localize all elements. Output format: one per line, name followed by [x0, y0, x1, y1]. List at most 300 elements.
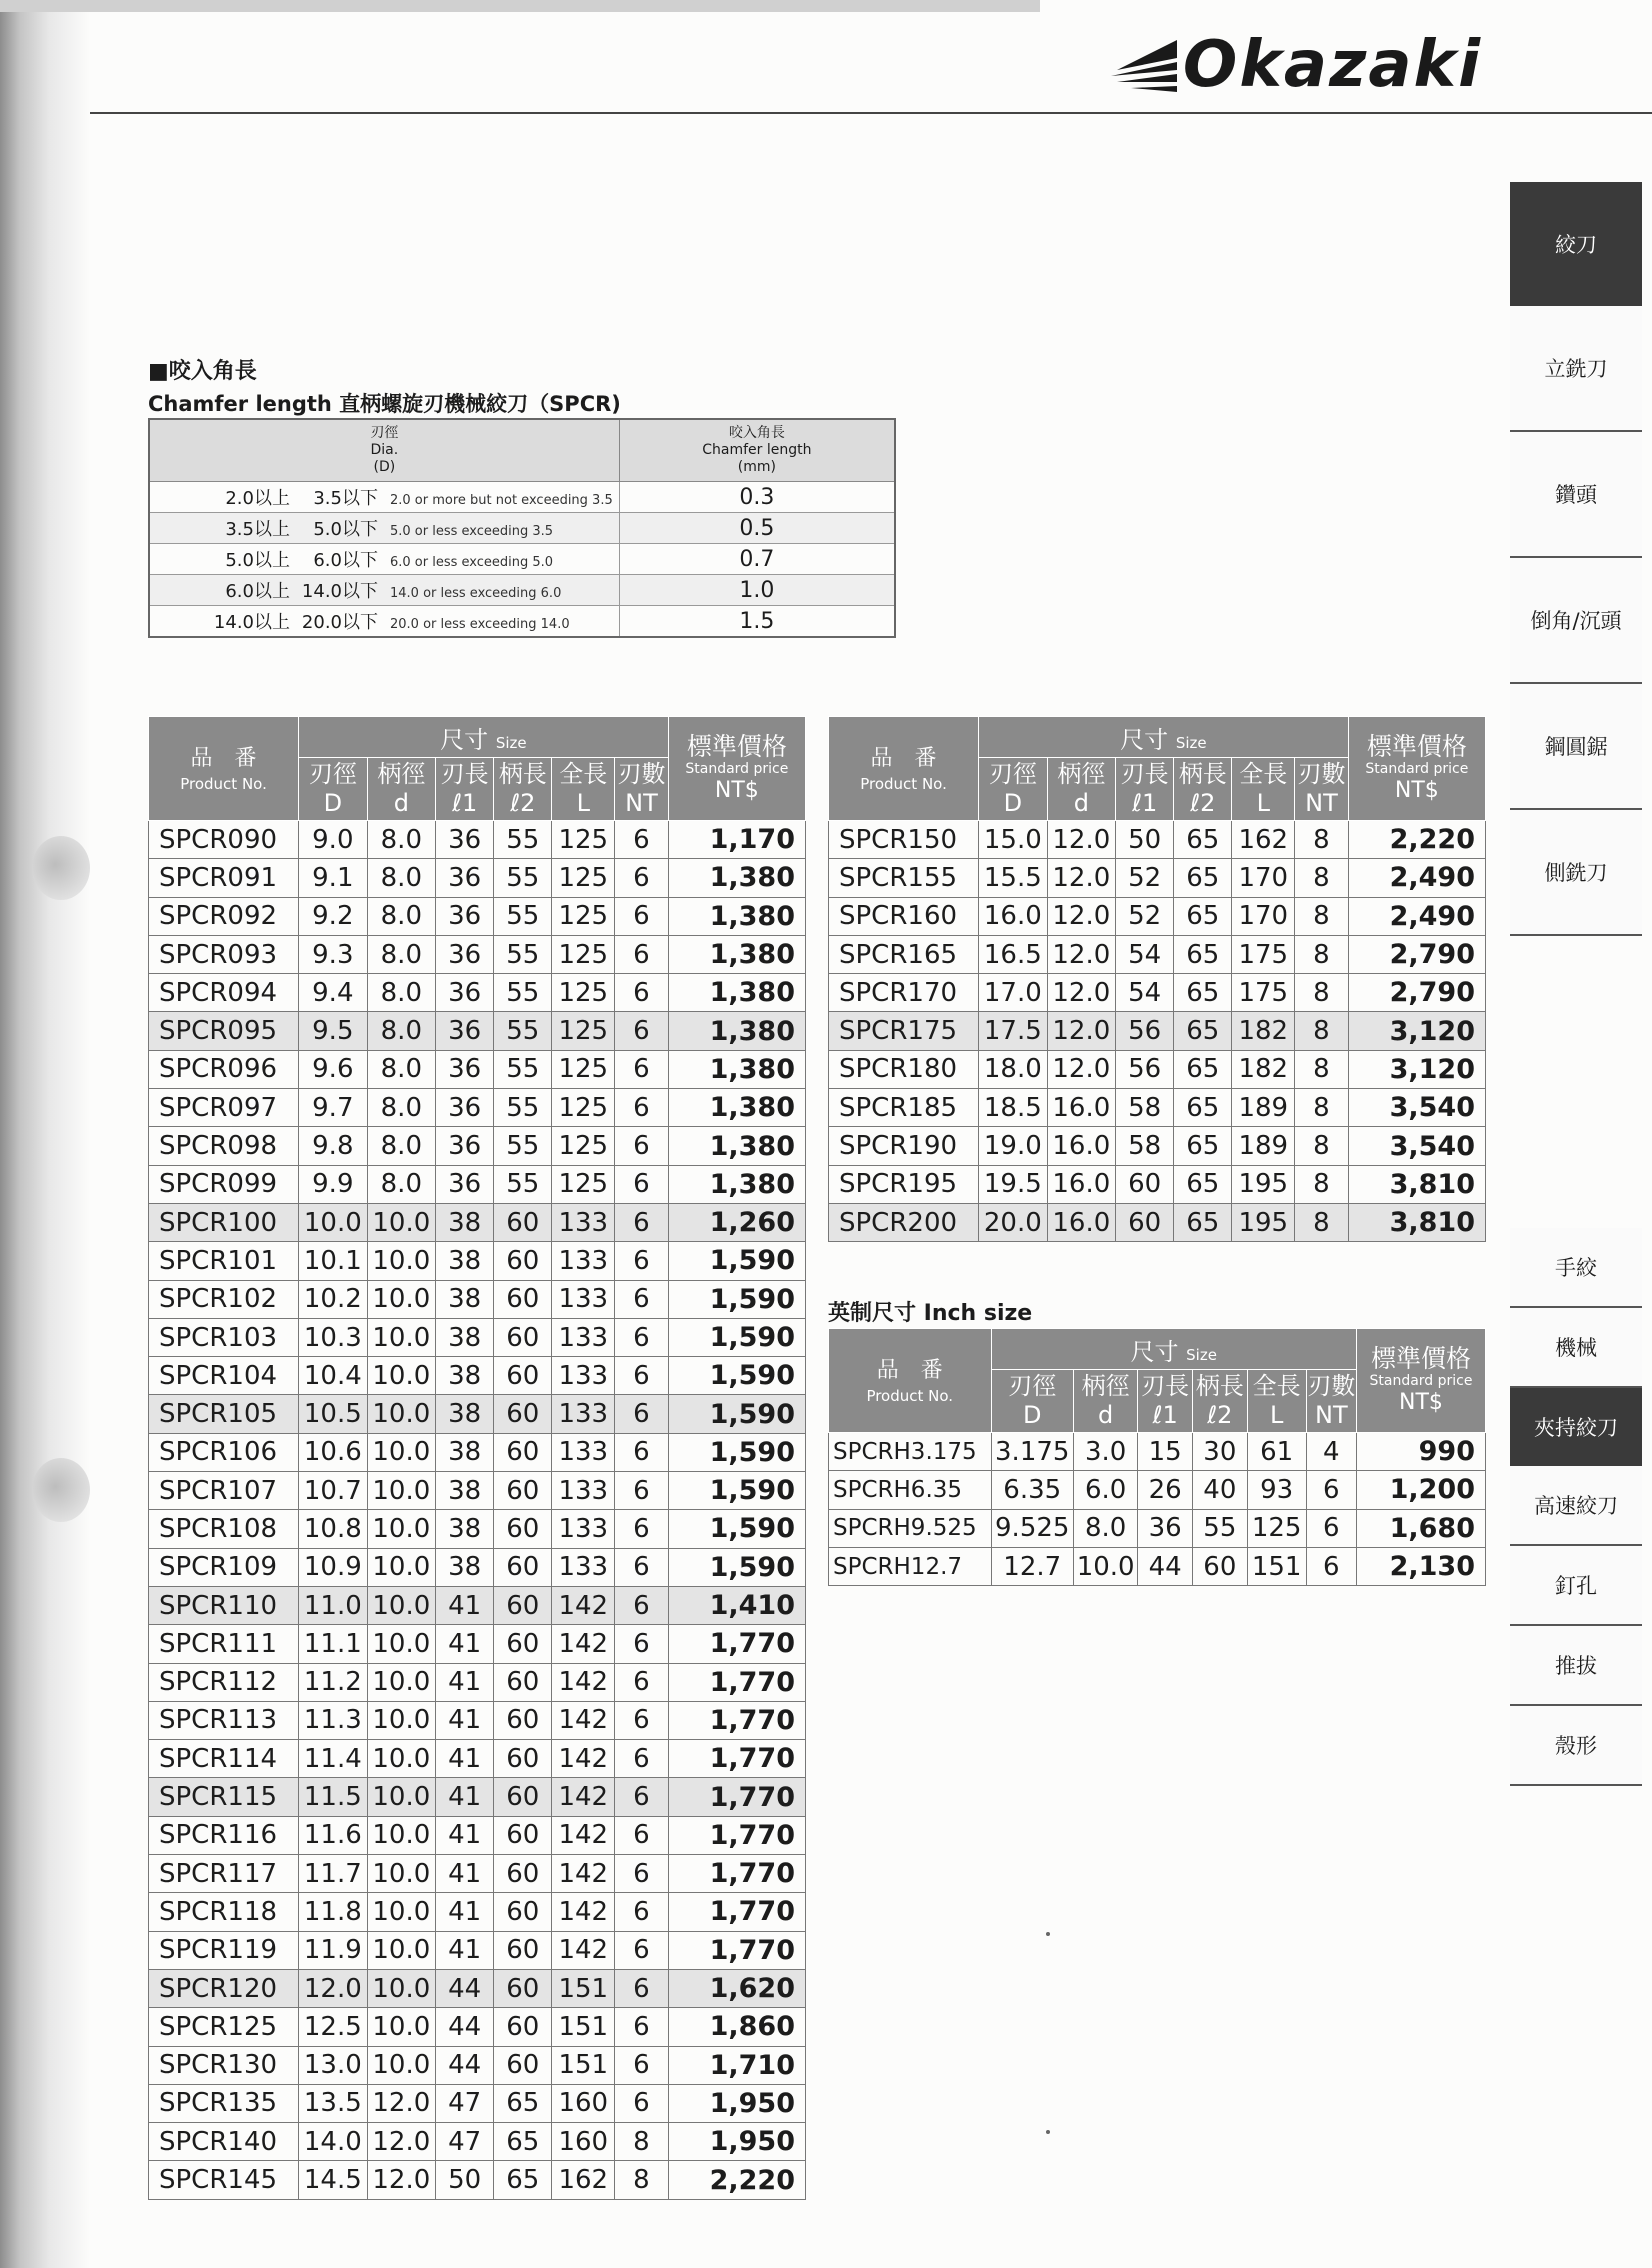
cell-flutes: 8 — [1295, 897, 1349, 935]
cell-price: 1,770 — [668, 1701, 805, 1739]
cell-product-no: SPCRH3.175 — [829, 1433, 992, 1471]
cell-overall-len: 189 — [1232, 1127, 1295, 1165]
range-to: 3.5以下 — [313, 488, 378, 509]
cell-dia-D: 14.0 — [299, 2123, 368, 2161]
cell-flute-len: 36 — [436, 859, 494, 897]
cell-shank-len: 65 — [1174, 897, 1232, 935]
tab-side_tabs_upper-0[interactable]: 絞刀 — [1510, 182, 1642, 306]
header-product-en: Product No. — [180, 774, 267, 793]
header-dim-zh: 柄長 — [1195, 1372, 1244, 1400]
brand-logo — [1107, 28, 1482, 102]
cell-shank-len: 55 — [494, 897, 552, 935]
cell-overall-len: 133 — [552, 1472, 615, 1510]
table-row — [149, 1433, 806, 1471]
cell-flute-len: 36 — [436, 1050, 494, 1088]
cell-flute-len: 41 — [436, 1740, 494, 1778]
cell-dia-D: 11.7 — [299, 1855, 368, 1893]
cell-flutes: 6 — [615, 1969, 669, 2007]
cell-overall-len: 133 — [552, 1357, 615, 1395]
cell-flutes: 6 — [1306, 1509, 1356, 1547]
cell-flute-len: 41 — [436, 1855, 494, 1893]
cell-dia-D: 10.2 — [299, 1280, 368, 1318]
header-dim-zh: 柄長 — [498, 760, 547, 788]
table-row — [149, 897, 806, 935]
cell-product-no: SPCR117 — [149, 1855, 299, 1893]
cell-price: 1,380 — [668, 1127, 805, 1165]
cell-price: 1,590 — [668, 1395, 805, 1433]
cell-shank-d: 12.0 — [1047, 1012, 1116, 1050]
cell-shank-d: 16.0 — [1047, 1089, 1116, 1127]
cell-overall-len: 133 — [552, 1433, 615, 1471]
cell-overall-len: 182 — [1232, 1050, 1295, 1088]
cell-overall-len: 125 — [552, 897, 615, 935]
chamfer-range — [149, 482, 619, 513]
cell-shank-len: 65 — [1174, 1089, 1232, 1127]
cell-shank-d: 10.0 — [367, 1969, 436, 2007]
cell-overall-len: 133 — [552, 1395, 615, 1433]
cell-dia-D: 11.2 — [299, 1663, 368, 1701]
cell-flutes: 6 — [615, 2008, 669, 2046]
cell-product-no: SPCR090 — [149, 821, 299, 859]
table-row — [149, 1740, 806, 1778]
cell-flutes: 6 — [615, 1242, 669, 1280]
header-currency: NT$ — [1399, 1389, 1443, 1415]
cell-shank-len: 55 — [494, 1165, 552, 1203]
cell-dia-D: 9.4 — [299, 974, 368, 1012]
cell-overall-len: 162 — [1232, 821, 1295, 859]
header-dim-zh: 刃長 — [1120, 760, 1169, 788]
cell-price: 1,770 — [668, 1855, 805, 1893]
cell-price: 1,770 — [668, 1740, 805, 1778]
cell-flute-len: 41 — [436, 1625, 494, 1663]
cell-product-no: SPCR109 — [149, 1548, 299, 1586]
header-size-zh: 尺寸 — [1130, 1337, 1179, 1366]
header-dim-sym: D — [1022, 1401, 1042, 1429]
cell-shank-len: 55 — [1193, 1509, 1248, 1547]
table-row — [829, 1433, 1486, 1471]
cell-product-no: SPCR175 — [829, 1012, 979, 1050]
header-dim-zh: 柄徑 — [1057, 760, 1106, 788]
cell-dia-D: 19.5 — [979, 1165, 1048, 1203]
header-price-en: Standard price — [1369, 1372, 1473, 1389]
cell-dia-D: 10.0 — [299, 1203, 368, 1241]
cell-dia-D: 10.1 — [299, 1242, 368, 1280]
cell-overall-len: 151 — [1247, 1547, 1306, 1585]
cell-shank-d: 12.0 — [1047, 821, 1116, 859]
table-row — [829, 1471, 1486, 1509]
cell-product-no: SPCR180 — [829, 1050, 979, 1088]
cell-dia-D: 11.4 — [299, 1740, 368, 1778]
cell-overall-len: 142 — [552, 1855, 615, 1893]
header-dim-3 — [1174, 758, 1232, 821]
cell-shank-len: 60 — [494, 1395, 552, 1433]
table-row — [149, 1893, 806, 1931]
cell-overall-len: 142 — [552, 1701, 615, 1739]
cell-shank-d: 10.0 — [367, 1893, 436, 1931]
cell-overall-len: 142 — [552, 1816, 615, 1854]
cell-flute-len: 15 — [1138, 1433, 1193, 1471]
header-dim-sym: ℓ1 — [452, 789, 478, 817]
cell-product-no: SPCR099 — [149, 1165, 299, 1203]
cell-price: 2,790 — [1348, 974, 1485, 1012]
table-row — [149, 1280, 806, 1318]
cell-overall-len: 125 — [552, 1089, 615, 1127]
cell-overall-len: 125 — [1247, 1509, 1306, 1547]
cell-shank-d: 10.0 — [367, 1472, 436, 1510]
header-product-en: Product No. — [866, 1386, 954, 1405]
cell-dia-D: 9.8 — [299, 1127, 368, 1165]
cell-price: 1,770 — [668, 1816, 805, 1854]
chamfer-value: 0.5 — [619, 513, 895, 544]
header-dim-sym: L — [576, 789, 590, 817]
cell-shank-len: 60 — [494, 2008, 552, 2046]
cell-product-no: SPCR092 — [149, 897, 299, 935]
cell-price: 1,950 — [668, 2123, 805, 2161]
header-rule — [90, 112, 1652, 114]
cell-flutes: 8 — [1295, 1165, 1349, 1203]
tab-side_tabs_lower-6[interactable]: 殼形 — [1510, 1706, 1642, 1786]
header-dim-sym: NT — [625, 789, 658, 817]
table-row — [149, 1701, 806, 1739]
cell-overall-len: 142 — [552, 1586, 615, 1624]
cell-flutes: 6 — [615, 1625, 669, 1663]
cell-flutes: 6 — [615, 1816, 669, 1854]
cell-dia-D: 12.0 — [299, 1969, 368, 2007]
cell-flute-len: 36 — [436, 821, 494, 859]
cell-shank-d: 10.0 — [367, 1701, 436, 1739]
cell-price: 1,770 — [668, 1893, 805, 1931]
header-dim-zh: 柄徑 — [1081, 1372, 1130, 1400]
cell-shank-d: 12.0 — [367, 2084, 436, 2122]
cell-shank-d: 12.0 — [367, 2123, 436, 2161]
cell-product-no: SPCR105 — [149, 1395, 299, 1433]
table-row — [149, 2046, 806, 2084]
subcategory-tabs — [1510, 1228, 1642, 1786]
cell-price: 1,590 — [668, 1510, 805, 1548]
header-dim-0 — [991, 1370, 1073, 1433]
chamfer-value: 0.7 — [619, 544, 895, 575]
table-row — [149, 1931, 806, 1969]
cell-flute-len: 41 — [436, 1701, 494, 1739]
header-currency: NT$ — [714, 777, 759, 803]
cell-flute-len: 38 — [436, 1395, 494, 1433]
table-row — [149, 1089, 806, 1127]
cell-dia-D: 13.5 — [299, 2084, 368, 2122]
cell-shank-len: 60 — [494, 1510, 552, 1548]
cell-overall-len: 162 — [552, 2161, 615, 2199]
cell-flute-len: 38 — [436, 1318, 494, 1356]
cell-flutes: 6 — [615, 1510, 669, 1548]
cell-flute-len: 52 — [1116, 859, 1174, 897]
tab-side_tabs_lower-3[interactable]: 高速絞刀 — [1510, 1466, 1642, 1546]
cell-flutes: 6 — [615, 859, 669, 897]
cell-shank-len: 60 — [494, 1740, 552, 1778]
cell-shank-len: 60 — [494, 1778, 552, 1816]
cell-dia-D: 10.4 — [299, 1357, 368, 1395]
range-to: 20.0以下 — [301, 612, 378, 633]
cell-product-no: SPCR100 — [149, 1203, 299, 1241]
cell-overall-len: 189 — [1232, 1089, 1295, 1127]
cell-flute-len: 56 — [1116, 1012, 1174, 1050]
table-row — [829, 897, 1486, 935]
cell-flutes: 6 — [1306, 1471, 1356, 1509]
tab-side_tabs_upper-3[interactable]: 倒角/沉頭 — [1510, 558, 1642, 684]
cell-overall-len: 142 — [552, 1893, 615, 1931]
cell-shank-len: 60 — [494, 1548, 552, 1586]
range-note: 20.0 or less exceeding 14.0 — [390, 617, 570, 632]
cell-price: 3,810 — [1348, 1165, 1485, 1203]
header-dim-4 — [1232, 758, 1295, 821]
chamfer-row — [149, 575, 895, 606]
cell-flutes: 8 — [1295, 859, 1349, 897]
cell-flutes: 8 — [615, 2161, 669, 2199]
cell-price: 1,380 — [668, 859, 805, 897]
table-row — [829, 1509, 1486, 1547]
cell-dia-D: 18.0 — [979, 1050, 1048, 1088]
cell-dia-D: 11.0 — [299, 1586, 368, 1624]
cell-dia-D: 9.525 — [991, 1509, 1073, 1547]
cell-product-no: SPCR165 — [829, 935, 979, 973]
table-row — [149, 1127, 806, 1165]
cell-product-no: SPCR094 — [149, 974, 299, 1012]
product-table-inch — [828, 1328, 1486, 1586]
chamfer-row — [149, 513, 895, 544]
cell-dia-D: 19.0 — [979, 1127, 1048, 1165]
tab-side_tabs_upper-1[interactable]: 立銑刀 — [1510, 306, 1642, 432]
cell-shank-len: 65 — [1174, 821, 1232, 859]
tab-side_tabs_lower-5[interactable]: 推拔 — [1510, 1626, 1642, 1706]
table-row — [149, 821, 806, 859]
cell-price: 1,860 — [668, 2008, 805, 2046]
cell-price: 1,380 — [668, 1089, 805, 1127]
cell-shank-d: 8.0 — [367, 897, 436, 935]
cell-flutes: 6 — [615, 2084, 669, 2122]
cell-shank-d: 10.0 — [367, 1242, 436, 1280]
table-row — [829, 859, 1486, 897]
table-row — [149, 1510, 806, 1548]
cell-product-no: SPCR098 — [149, 1127, 299, 1165]
table-row — [829, 1012, 1486, 1050]
tab-side_tabs_lower-2[interactable]: 夾持絞刀 — [1510, 1388, 1642, 1466]
cell-shank-len: 55 — [494, 1012, 552, 1050]
cell-overall-len: 133 — [552, 1242, 615, 1280]
cell-flutes: 6 — [615, 1548, 669, 1586]
cell-price: 1,680 — [1356, 1509, 1485, 1547]
cell-shank-d: 8.0 — [1073, 1509, 1137, 1547]
header-size-en: Size — [1175, 733, 1207, 752]
cell-dia-D: 11.8 — [299, 1893, 368, 1931]
tab-side_tabs_lower-4[interactable]: 釘孔 — [1510, 1546, 1642, 1626]
cell-dia-D: 9.7 — [299, 1089, 368, 1127]
cell-shank-len: 65 — [494, 2161, 552, 2199]
range-note: 5.0 or less exceeding 3.5 — [390, 524, 554, 539]
cell-flute-len: 38 — [436, 1548, 494, 1586]
cell-shank-d: 10.0 — [367, 1395, 436, 1433]
cell-product-no: SPCR195 — [829, 1165, 979, 1203]
header-size — [979, 717, 1349, 758]
chamfer-range — [149, 575, 619, 606]
cell-overall-len: 125 — [552, 821, 615, 859]
cell-dia-D: 15.0 — [979, 821, 1048, 859]
cell-shank-len: 55 — [494, 859, 552, 897]
cell-price: 2,490 — [1348, 859, 1485, 897]
cell-shank-len: 65 — [1174, 1050, 1232, 1088]
cell-flute-len: 38 — [436, 1203, 494, 1241]
header-size-zh: 尺寸 — [440, 725, 489, 754]
tab-side_tabs_upper-2[interactable]: 鑽頭 — [1510, 432, 1642, 558]
cell-product-no: SPCRH9.525 — [829, 1509, 992, 1547]
header-price-zh: 標準價格 — [686, 731, 787, 761]
cell-product-no: SPCR200 — [829, 1203, 979, 1241]
cell-flutes: 6 — [615, 897, 669, 935]
cell-flute-len: 36 — [436, 974, 494, 1012]
header-dim-zh: 刃數 — [617, 760, 666, 788]
cell-shank-d: 10.0 — [367, 1280, 436, 1318]
cell-price: 1,590 — [668, 1433, 805, 1471]
table-row — [149, 2161, 806, 2199]
cell-dia-D: 13.0 — [299, 2046, 368, 2084]
cell-flute-len: 50 — [436, 2161, 494, 2199]
cell-shank-len: 65 — [1174, 1012, 1232, 1050]
print-speck — [1046, 2130, 1050, 2134]
cell-shank-d: 8.0 — [367, 1165, 436, 1203]
cell-price: 2,220 — [668, 2161, 805, 2199]
header-dim-1 — [1047, 758, 1116, 821]
table-row — [829, 1050, 1486, 1088]
header-product — [829, 717, 979, 821]
range-note: 2.0 or more but not exceeding 3.5 — [390, 493, 613, 508]
table-row — [149, 1472, 806, 1510]
cell-flutes: 6 — [615, 1127, 669, 1165]
cell-flute-len: 36 — [436, 1012, 494, 1050]
cell-flute-len: 36 — [436, 1127, 494, 1165]
cell-price: 1,380 — [668, 974, 805, 1012]
header-size — [299, 717, 669, 758]
cell-price: 1,950 — [668, 2084, 805, 2122]
cell-shank-d: 10.0 — [367, 1548, 436, 1586]
cell-price: 990 — [1356, 1433, 1485, 1471]
cell-price: 3,120 — [1348, 1012, 1485, 1050]
table-row — [149, 1050, 806, 1088]
cell-flutes: 8 — [1295, 1203, 1349, 1241]
cell-flute-len: 50 — [1116, 821, 1174, 859]
cell-shank-len: 60 — [1193, 1547, 1248, 1585]
tab-side_tabs_upper-4[interactable]: 鋼圓鋸 — [1510, 684, 1642, 810]
range-to: 14.0以下 — [301, 581, 378, 602]
cell-flutes: 6 — [615, 1701, 669, 1739]
cell-shank-len: 55 — [494, 1127, 552, 1165]
header-dim-3 — [1193, 1370, 1248, 1433]
cell-flutes: 8 — [615, 2123, 669, 2161]
cell-flutes: 6 — [615, 1931, 669, 1969]
chamfer-col-dia: 刃徑 Dia. (D) — [149, 419, 619, 482]
cell-price: 1,770 — [668, 1778, 805, 1816]
cell-flutes: 6 — [615, 1740, 669, 1778]
cell-overall-len: 125 — [552, 859, 615, 897]
header-price-zh: 標準價格 — [1370, 1343, 1471, 1373]
table-row — [149, 974, 806, 1012]
header-dim-zh: 刃數 — [1297, 760, 1346, 788]
cell-flutes: 6 — [615, 1663, 669, 1701]
cell-price: 1,770 — [668, 1663, 805, 1701]
tab-side_tabs_lower-1[interactable]: 機械 — [1510, 1308, 1642, 1388]
cell-shank-len: 65 — [1174, 1203, 1232, 1241]
header-dim-sym: d — [1098, 1401, 1114, 1429]
cell-dia-D: 20.0 — [979, 1203, 1048, 1241]
category-tabs — [1510, 182, 1642, 936]
cell-price: 1,590 — [668, 1318, 805, 1356]
chamfer-value: 1.5 — [619, 606, 895, 638]
cell-shank-d: 16.0 — [1047, 1203, 1116, 1241]
cell-shank-len: 55 — [494, 1050, 552, 1088]
cell-flute-len: 36 — [436, 1089, 494, 1127]
cell-price: 1,200 — [1356, 1471, 1485, 1509]
cell-flutes: 6 — [615, 1586, 669, 1624]
header-dim-sym: ℓ1 — [1132, 789, 1158, 817]
cell-shank-d: 3.0 — [1073, 1433, 1137, 1471]
cell-shank-len: 60 — [494, 1318, 552, 1356]
tab-side_tabs_lower-0[interactable]: 手絞 — [1510, 1228, 1642, 1308]
cell-dia-D: 11.3 — [299, 1701, 368, 1739]
cell-flute-len: 41 — [436, 1586, 494, 1624]
table-row — [829, 821, 1486, 859]
cell-shank-d: 10.0 — [367, 1625, 436, 1663]
range-from: 14.0以上 — [213, 612, 290, 633]
cell-flutes: 6 — [615, 1203, 669, 1241]
cell-dia-D: 9.6 — [299, 1050, 368, 1088]
cell-overall-len: 125 — [552, 1012, 615, 1050]
tab-side_tabs_upper-5[interactable]: 側銑刀 — [1510, 810, 1642, 936]
cell-price: 1,380 — [668, 897, 805, 935]
header-dim-5 — [1295, 758, 1349, 821]
cell-dia-D: 11.6 — [299, 1816, 368, 1854]
cell-overall-len: 142 — [552, 1663, 615, 1701]
cell-shank-d: 8.0 — [367, 1089, 436, 1127]
cell-overall-len: 160 — [552, 2084, 615, 2122]
table-row — [149, 1625, 806, 1663]
header-dim-zh: 全長 — [1239, 760, 1288, 788]
cell-flutes: 8 — [1295, 935, 1349, 973]
cell-overall-len: 133 — [552, 1510, 615, 1548]
cell-product-no: SPCR118 — [149, 1893, 299, 1931]
header-dim-zh: 刃長 — [1141, 1372, 1190, 1400]
cell-dia-D: 11.9 — [299, 1931, 368, 1969]
cell-dia-D: 17.5 — [979, 1012, 1048, 1050]
cell-flutes: 8 — [1295, 1127, 1349, 1165]
cell-shank-d: 16.0 — [1047, 1127, 1116, 1165]
table-row — [149, 2084, 806, 2122]
header-dim-1 — [1073, 1370, 1137, 1433]
header-dim-sym: d — [393, 789, 409, 817]
cell-overall-len: 182 — [1232, 1012, 1295, 1050]
cell-dia-D: 15.5 — [979, 859, 1048, 897]
table-row — [149, 1586, 806, 1624]
cell-price: 1,770 — [668, 1625, 805, 1663]
book-binding-shadow — [0, 0, 90, 2268]
cell-price: 3,540 — [1348, 1127, 1485, 1165]
cell-dia-D: 17.0 — [979, 974, 1048, 1012]
cell-shank-d: 10.0 — [367, 1203, 436, 1241]
cell-flute-len: 41 — [436, 1893, 494, 1931]
cell-price: 1,380 — [668, 1050, 805, 1088]
cell-product-no: SPCR095 — [149, 1012, 299, 1050]
cell-price: 2,790 — [1348, 935, 1485, 973]
cell-flutes: 6 — [615, 1165, 669, 1203]
cell-product-no: SPCR103 — [149, 1318, 299, 1356]
header-dim-sym: d — [1073, 789, 1089, 817]
cell-product-no: SPCR115 — [149, 1778, 299, 1816]
cell-shank-len: 65 — [1174, 1127, 1232, 1165]
